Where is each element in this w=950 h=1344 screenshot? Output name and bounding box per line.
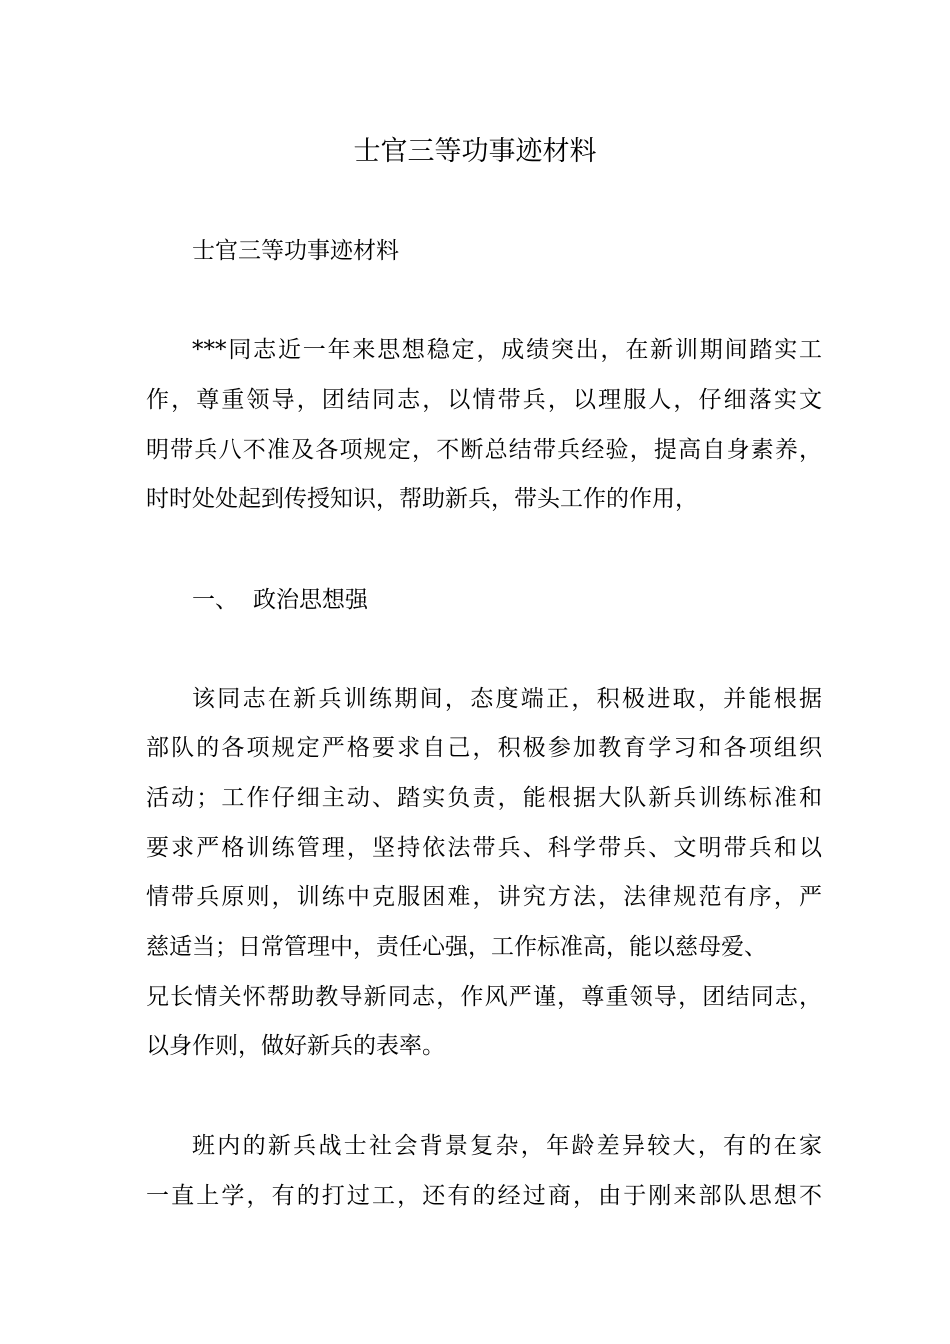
paragraph-line: 该同志在新兵训练期间，态度端正，积极进取，并能根据 (192, 686, 822, 712)
section-heading: 政治思想强 (253, 587, 368, 613)
document-title: 士官三等功事迹材料 (353, 136, 597, 167)
paragraph-line: 班内的新兵战士社会背景复杂，年龄差异较大，有的在家 (192, 1133, 822, 1159)
section-number: 一、 (192, 587, 238, 613)
paragraph-line: 以身作则，做好新兵的表率。 (146, 1033, 445, 1059)
paragraph-line: 慈适当；日常管理中，责任心强，工作标准高，能以慈母爱、 (146, 934, 767, 960)
paragraph-line: 活动；工作仔细主动、踏实负责，能根据大队新兵训练标准和 (146, 785, 822, 811)
paragraph-line: 兄长情关怀帮助教导新同志，作风严谨，尊重领导，团结同志， (146, 984, 822, 1010)
intro-line: 明带兵八不准及各项规定，不断总结带兵经验，提高自身素养， (146, 437, 822, 463)
intro-line: ***同志近一年来思想稳定，成绩突出，在新训期间踏实工 (192, 337, 822, 363)
intro-line: 作，尊重领导，团结同志，以情带兵，以理服人，仔细落实文 (146, 387, 822, 413)
paragraph-line: 一直上学，有的打过工，还有的经过商，由于刚来部队思想不 (146, 1183, 822, 1209)
paragraph-line: 要求严格训练管理，坚持依法带兵、科学带兵、文明带兵和以 (146, 835, 822, 861)
intro-line: 时时处处起到传授知识，帮助新兵，带头工作的作用， (146, 486, 698, 512)
document-subtitle: 士官三等功事迹材料 (192, 238, 399, 264)
paragraph-line: 情带兵原则，训练中克服困难，讲究方法，法律规范有序，严 (146, 884, 822, 910)
paragraph-line: 部队的各项规定严格要求自己，积极参加教育学习和各项组织 (146, 735, 822, 761)
